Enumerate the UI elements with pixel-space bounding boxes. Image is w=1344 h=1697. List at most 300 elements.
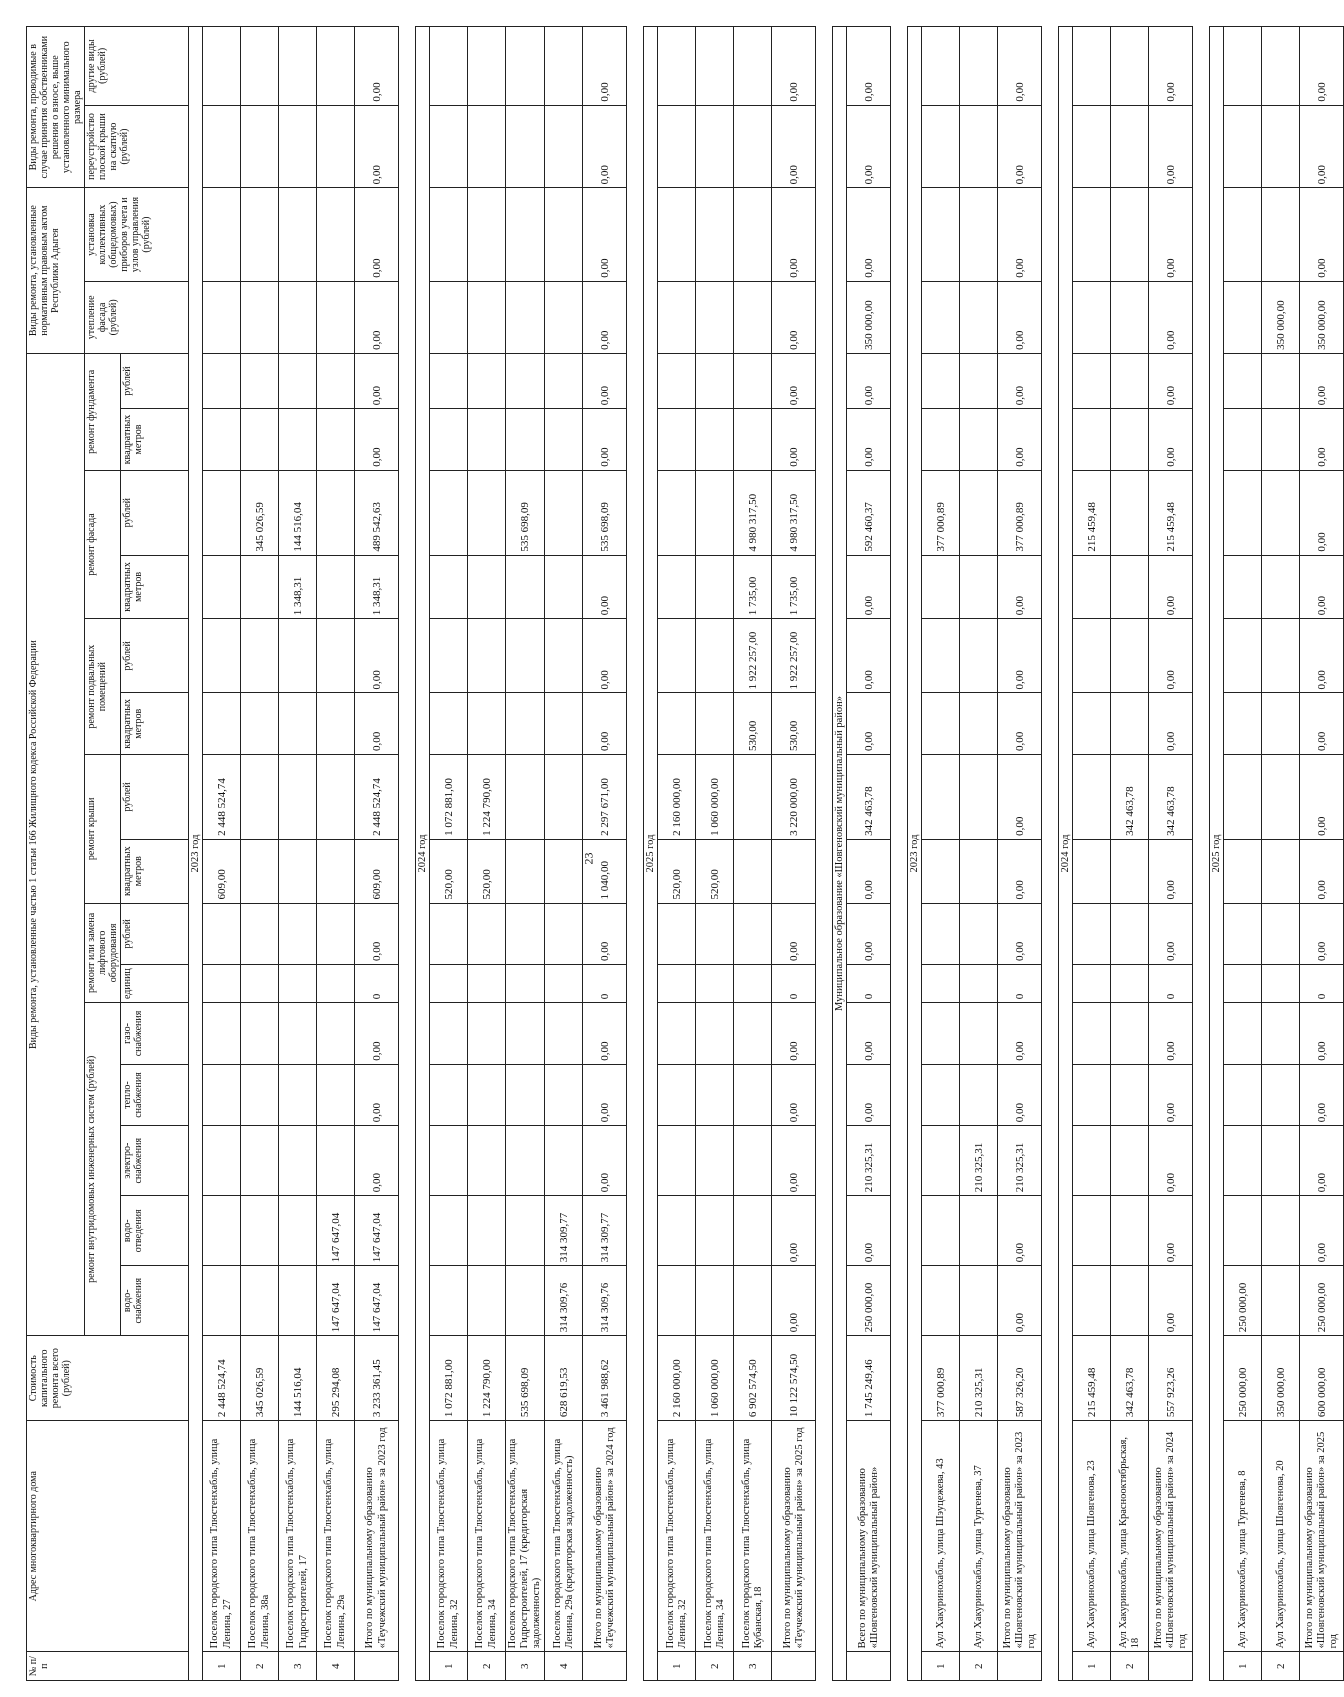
header-lift-rubles: рублей — [121, 903, 189, 965]
value-cell-insul — [922, 281, 960, 353]
value-cell-lift-u — [430, 965, 468, 1003]
value-cell-found-sqm: 0,00 — [998, 409, 1042, 471]
value-cell-drain: 0,00 — [772, 1196, 816, 1266]
value-cell-drain — [922, 1196, 960, 1266]
value-cell-electro — [468, 1126, 506, 1196]
value-cell-other — [1111, 27, 1149, 106]
value-cell-electro: 210 325,31 — [847, 1126, 891, 1196]
cost-cell: 3 461 988,62 — [583, 1336, 627, 1421]
value-cell-base-rub — [241, 619, 279, 693]
value-cell-meters: 0,00 — [998, 188, 1042, 281]
row-number-cell: 4 — [545, 1652, 583, 1681]
value-cell-gas — [279, 1003, 317, 1065]
value-cell-facade-rub — [658, 470, 696, 555]
value-cell-drain — [696, 1196, 734, 1266]
value-cell-other — [545, 27, 583, 106]
value-cell-base-rub — [545, 619, 583, 693]
value-cell-heat — [1073, 1064, 1111, 1126]
value-cell-facade-sqm — [696, 555, 734, 619]
cost-cell: 250 000,00 — [1224, 1336, 1262, 1421]
value-cell-base-sqm — [241, 693, 279, 755]
row-number-cell: 3 — [279, 1652, 317, 1681]
cost-cell: 2 448 524,74 — [203, 1336, 241, 1421]
value-cell-found-sqm — [658, 409, 696, 471]
header-cost: Стоимость капитального ремонта всего (рублей) — [27, 1336, 189, 1421]
value-cell-base-rub: 1 922 257,00 — [772, 619, 816, 693]
header-heat: тепло-снабжения — [121, 1064, 189, 1126]
section-row — [644, 27, 658, 1681]
value-cell-facade-rub: 144 516,04 — [279, 470, 317, 555]
header-drain: водо-отведения — [121, 1196, 189, 1266]
value-cell-electro — [1073, 1126, 1111, 1196]
value-cell-facade-sqm — [203, 555, 241, 619]
value-cell-facade-sqm — [1224, 555, 1262, 619]
header-water: водо-снабжения — [121, 1266, 189, 1336]
header-group-main: Виды ремонта, установленные частью 1 статьи 166 Жилищного кодекса Российской Федерации — [27, 353, 85, 1335]
value-cell-heat: 0,00 — [998, 1064, 1042, 1126]
value-cell-other — [960, 27, 998, 106]
value-cell-lift-u — [734, 965, 772, 1003]
header-facade-rubles: рублей — [121, 470, 189, 555]
value-cell-found-rub — [317, 353, 355, 408]
value-cell-found-rub — [734, 353, 772, 408]
value-cell-lift-rub — [696, 903, 734, 965]
row-number-cell: 1 — [1224, 1652, 1262, 1681]
value-cell-pitched — [1224, 105, 1262, 188]
value-cell-electro — [734, 1126, 772, 1196]
value-cell-lift-rub — [1224, 903, 1262, 965]
value-cell-gas — [658, 1003, 696, 1065]
value-cell-pitched — [430, 105, 468, 188]
value-cell-lift-rub — [506, 903, 545, 965]
value-cell-facade-sqm — [1262, 555, 1300, 619]
value-cell-facade-rub: 377 000,89 — [922, 470, 960, 555]
value-cell-found-sqm: 0,00 — [1149, 409, 1193, 471]
header-group-other: Виды ремонта, проводимые в случае принятия собственниками решения о взносе, выше установленного минимального размера — [27, 27, 85, 188]
value-cell-water — [658, 1266, 696, 1336]
value-cell-insul: 0,00 — [355, 281, 399, 353]
header-basement-sqm: квадратных метров — [121, 693, 189, 755]
value-cell-other: 0,00 — [772, 27, 816, 106]
value-cell-facade-rub — [696, 470, 734, 555]
value-cell-base-sqm: 0,00 — [1149, 693, 1193, 755]
value-cell-facade-sqm — [1073, 555, 1111, 619]
row-number-cell: 1 — [1073, 1652, 1111, 1681]
table-row — [734, 27, 772, 1681]
header-num: № п/п — [27, 1652, 189, 1681]
value-cell-insul — [1224, 281, 1262, 353]
value-cell-roof-sqm — [506, 839, 545, 903]
value-cell-pitched: 0,00 — [1300, 105, 1344, 188]
value-cell-roof-sqm — [317, 839, 355, 903]
cost-cell: 600 000,00 — [1300, 1336, 1344, 1421]
value-cell-pitched — [506, 105, 545, 188]
value-cell-meters — [506, 188, 545, 281]
value-cell-found-sqm — [545, 409, 583, 471]
value-cell-meters — [1073, 188, 1111, 281]
value-cell-roof-sqm — [545, 839, 583, 903]
total-row — [998, 27, 1042, 1681]
address-cell: Поселок городского типа Тлюстенхабль, улица Ленина, 34 — [696, 1421, 734, 1652]
value-cell-insul — [430, 281, 468, 353]
value-cell-lift-rub — [1073, 903, 1111, 965]
value-cell-meters — [1262, 188, 1300, 281]
value-cell-roof-sqm: 0,00 — [1149, 839, 1193, 903]
value-cell-found-rub: 0,00 — [847, 353, 891, 408]
cost-cell: 215 459,48 — [1073, 1336, 1111, 1421]
value-cell-other: 0,00 — [583, 27, 627, 106]
value-cell-water — [468, 1266, 506, 1336]
value-cell-base-sqm: 0,00 — [1300, 693, 1344, 755]
value-cell-base-rub — [279, 619, 317, 693]
value-cell-other — [658, 27, 696, 106]
value-cell-gas: 0,00 — [355, 1003, 399, 1065]
value-cell-lift-u — [1073, 965, 1111, 1003]
value-cell-insul: 350 000,00 — [1300, 281, 1344, 353]
value-cell-other — [922, 27, 960, 106]
cost-cell: 1 072 881,00 — [430, 1336, 468, 1421]
value-cell-gas: 0,00 — [1149, 1003, 1193, 1065]
value-cell-other — [1262, 27, 1300, 106]
section-row — [833, 27, 847, 1681]
value-cell-gas — [1073, 1003, 1111, 1065]
value-cell-meters — [658, 188, 696, 281]
value-cell-found-sqm: 0,00 — [1300, 409, 1344, 471]
value-cell-pitched — [922, 105, 960, 188]
value-cell-base-sqm — [960, 693, 998, 755]
value-cell-roof-rub — [922, 755, 960, 840]
value-cell-lift-rub — [317, 903, 355, 965]
row-number-cell: 1 — [430, 1652, 468, 1681]
value-cell-water — [960, 1266, 998, 1336]
value-cell-insul: 0,00 — [583, 281, 627, 353]
row-number-cell: 2 — [468, 1652, 506, 1681]
address-cell: Поселок городского типа Тлюстенхабль, улица Ленина, 34 — [468, 1421, 506, 1652]
header-foundation: ремонт фундамента — [85, 353, 121, 470]
value-cell-base-rub — [317, 619, 355, 693]
value-cell-roof-rub — [317, 755, 355, 840]
value-cell-pitched — [960, 105, 998, 188]
row-number-cell: 1 — [203, 1652, 241, 1681]
value-cell-lift-u: 0 — [998, 965, 1042, 1003]
value-cell-base-rub — [696, 619, 734, 693]
value-cell-water — [1073, 1266, 1111, 1336]
value-cell-base-sqm — [1224, 693, 1262, 755]
address-cell: Поселок городского типа Тлюстенхабль, улица Кубанская, 18 — [734, 1421, 772, 1652]
header-lift: ремонт или замена лифтового оборудования — [85, 903, 121, 1003]
value-cell-drain: 147 647,04 — [355, 1196, 399, 1266]
value-cell-facade-rub: 345 026,59 — [241, 470, 279, 555]
address-cell: Поселок городского типа Тлюстенхабль, улица Ленина, 32 — [430, 1421, 468, 1652]
value-cell-facade-sqm: 0,00 — [1300, 555, 1344, 619]
address-cell: Итого по муниципальному образованию «Теучежский муниципальный район» за 2024 год — [583, 1421, 627, 1652]
value-cell-facade-sqm: 1 348,31 — [279, 555, 317, 619]
value-cell-gas — [506, 1003, 545, 1065]
value-cell-heat — [960, 1064, 998, 1126]
value-cell-found-rub: 0,00 — [998, 353, 1042, 408]
section-title: Муниципальное образование «Шовгеновский муниципальный район» — [833, 27, 847, 1681]
value-cell-lift-rub — [1111, 903, 1149, 965]
header-basement: ремонт подвальных помещений — [85, 619, 121, 755]
section-title: 2025 год — [1210, 27, 1224, 1681]
value-cell-electro — [922, 1126, 960, 1196]
value-cell-water — [203, 1266, 241, 1336]
value-cell-electro: 210 325,31 — [998, 1126, 1042, 1196]
table-header — [27, 27, 189, 1681]
value-cell-base-rub — [922, 619, 960, 693]
value-cell-roof-sqm: 0,00 — [1300, 839, 1344, 903]
value-cell-gas: 0,00 — [772, 1003, 816, 1065]
value-cell-found-sqm — [734, 409, 772, 471]
value-cell-water — [430, 1266, 468, 1336]
address-cell: Аул Хакуринохабль, улица Тургенева, 8 — [1224, 1421, 1262, 1652]
cost-cell: 350 000,00 — [1262, 1336, 1300, 1421]
value-cell-facade-rub: 489 542,63 — [355, 470, 399, 555]
value-cell-lift-u — [1111, 965, 1149, 1003]
row-number-cell: 1 — [922, 1652, 960, 1681]
table-row — [203, 27, 241, 1681]
value-cell-pitched — [734, 105, 772, 188]
value-cell-base-rub — [658, 619, 696, 693]
value-cell-gas: 0,00 — [847, 1003, 891, 1065]
value-cell-facade-rub: 4 980 317,50 — [734, 470, 772, 555]
value-cell-water: 147 647,04 — [317, 1266, 355, 1336]
value-cell-insul: 0,00 — [998, 281, 1042, 353]
value-cell-lift-rub: 0,00 — [355, 903, 399, 965]
value-cell-drain — [279, 1196, 317, 1266]
value-cell-roof-sqm: 0,00 — [998, 839, 1042, 903]
value-cell-facade-sqm — [430, 555, 468, 619]
address-cell: Всего по муниципальному образованию «Шовгеновский муниципальный район» — [847, 1421, 891, 1652]
value-cell-heat — [922, 1064, 960, 1126]
value-cell-electro — [279, 1126, 317, 1196]
cost-cell: 628 619,53 — [545, 1336, 583, 1421]
table-row — [1111, 27, 1149, 1681]
address-cell: Аул Хакуринохабль, улица Тургенева, 37 — [960, 1421, 998, 1652]
value-cell-facade-sqm — [506, 555, 545, 619]
value-cell-roof-rub: 1 060 000,00 — [696, 755, 734, 840]
page-number: 23 — [581, 852, 596, 865]
value-cell-base-sqm — [1073, 693, 1111, 755]
value-cell-roof-sqm — [772, 839, 816, 903]
value-cell-insul — [203, 281, 241, 353]
value-cell-pitched — [468, 105, 506, 188]
value-cell-lift-rub — [430, 903, 468, 965]
value-cell-base-sqm — [1262, 693, 1300, 755]
value-cell-roof-rub — [1224, 755, 1262, 840]
value-cell-pitched — [1073, 105, 1111, 188]
value-cell-drain — [430, 1196, 468, 1266]
row-number-cell: 2 — [1262, 1652, 1300, 1681]
cost-cell: 377 000,89 — [922, 1336, 960, 1421]
value-cell-lift-rub — [658, 903, 696, 965]
value-cell-lift-u — [696, 965, 734, 1003]
value-cell-found-rub: 0,00 — [355, 353, 399, 408]
header-facade: ремонт фасада — [85, 470, 121, 619]
section-row — [1210, 27, 1224, 1681]
value-cell-roof-rub: 0,00 — [1300, 755, 1344, 840]
value-cell-lift-u: 0 — [1149, 965, 1193, 1003]
section-title: 2025 год — [644, 27, 658, 1681]
value-cell-facade-rub — [317, 470, 355, 555]
value-cell-found-rub: 0,00 — [1149, 353, 1193, 408]
value-cell-heat: 0,00 — [355, 1064, 399, 1126]
value-cell-found-sqm — [1073, 409, 1111, 471]
value-cell-roof-sqm — [279, 839, 317, 903]
value-cell-roof-sqm: 520,00 — [696, 839, 734, 903]
spacer-row — [1193, 27, 1210, 1681]
value-cell-lift-u — [545, 965, 583, 1003]
value-cell-gas — [1262, 1003, 1300, 1065]
total-row — [847, 27, 891, 1681]
value-cell-electro — [1111, 1126, 1149, 1196]
value-cell-other — [241, 27, 279, 106]
value-cell-pitched: 0,00 — [847, 105, 891, 188]
value-cell-found-sqm — [1224, 409, 1262, 471]
value-cell-insul — [468, 281, 506, 353]
address-cell: Итого по муниципальному образованию «Теучежский муниципальный район» за 2023 год — [355, 1421, 399, 1652]
value-cell-found-sqm — [696, 409, 734, 471]
value-cell-water: 314 309,76 — [545, 1266, 583, 1336]
value-cell-base-sqm: 530,00 — [734, 693, 772, 755]
value-cell-base-rub — [203, 619, 241, 693]
value-cell-roof-sqm — [960, 839, 998, 903]
value-cell-heat: 0,00 — [847, 1064, 891, 1126]
value-cell-facade-rub — [203, 470, 241, 555]
value-cell-heat — [1262, 1064, 1300, 1126]
value-cell-drain — [734, 1196, 772, 1266]
value-cell-electro: 0,00 — [772, 1126, 816, 1196]
value-cell-lift-u — [203, 965, 241, 1003]
spacer-row — [399, 27, 416, 1681]
total-row — [355, 27, 399, 1681]
table-row — [468, 27, 506, 1681]
value-cell-pitched — [1262, 105, 1300, 188]
row-number-cell: 1 — [658, 1652, 696, 1681]
repair-plan-table — [26, 26, 1344, 1681]
value-cell-roof-rub — [545, 755, 583, 840]
cost-cell: 1 060 000,00 — [696, 1336, 734, 1421]
value-cell-lift-u: 0 — [355, 965, 399, 1003]
value-cell-base-sqm: 0,00 — [847, 693, 891, 755]
value-cell-pitched — [1111, 105, 1149, 188]
value-cell-found-rub — [922, 353, 960, 408]
row-number-cell — [583, 1652, 627, 1681]
value-cell-other — [317, 27, 355, 106]
spacer-cell — [1042, 27, 1059, 1681]
value-cell-electro — [658, 1126, 696, 1196]
value-cell-facade-rub: 592 460,37 — [847, 470, 891, 555]
value-cell-lift-rub — [203, 903, 241, 965]
value-cell-facade-rub — [1111, 470, 1149, 555]
value-cell-facade-rub: 535 698,09 — [506, 470, 545, 555]
value-cell-found-sqm — [922, 409, 960, 471]
value-cell-electro: 0,00 — [583, 1126, 627, 1196]
value-cell-insul — [658, 281, 696, 353]
address-cell: Аул Хакуринохабль, улица Шовгенова, 23 — [1073, 1421, 1111, 1652]
total-row — [583, 27, 627, 1681]
value-cell-found-rub — [1073, 353, 1111, 408]
value-cell-insul: 0,00 — [772, 281, 816, 353]
value-cell-heat — [1224, 1064, 1262, 1126]
value-cell-lift-rub — [1262, 903, 1300, 965]
value-cell-meters — [241, 188, 279, 281]
value-cell-other — [279, 27, 317, 106]
value-cell-electro — [696, 1126, 734, 1196]
value-cell-gas — [960, 1003, 998, 1065]
address-cell: Поселок городского типа Тлюстенхабль, улица Гидростроителей, 17 — [279, 1421, 317, 1652]
value-cell-lift-rub — [468, 903, 506, 965]
value-cell-insul: 0,00 — [1149, 281, 1193, 353]
value-cell-electro: 0,00 — [355, 1126, 399, 1196]
table-row — [1224, 27, 1262, 1681]
value-cell-facade-rub — [430, 470, 468, 555]
header-roof-rubles: рублей — [121, 755, 189, 840]
value-cell-lift-rub: 0,00 — [583, 903, 627, 965]
value-cell-facade-sqm — [545, 555, 583, 619]
value-cell-meters — [922, 188, 960, 281]
value-cell-roof-rub: 342 463,78 — [1149, 755, 1193, 840]
value-cell-water: 147 647,04 — [355, 1266, 399, 1336]
value-cell-heat: 0,00 — [583, 1064, 627, 1126]
section-title: 2023 год — [189, 27, 203, 1681]
value-cell-electro — [1224, 1126, 1262, 1196]
value-cell-lift-u — [1262, 965, 1300, 1003]
cost-cell: 1 745 249,46 — [847, 1336, 891, 1421]
value-cell-water: 0,00 — [772, 1266, 816, 1336]
value-cell-water: 0,00 — [1149, 1266, 1193, 1336]
value-cell-base-sqm: 0,00 — [355, 693, 399, 755]
spacer-cell — [891, 27, 908, 1681]
value-cell-meters — [317, 188, 355, 281]
value-cell-meters — [696, 188, 734, 281]
header-meters: установка коллективных (общедомовых) приборов учета и узлов управления (рублей) — [85, 188, 189, 281]
value-cell-facade-sqm: 1 735,00 — [772, 555, 816, 619]
value-cell-base-rub — [1073, 619, 1111, 693]
table-row — [1073, 27, 1111, 1681]
value-cell-heat — [696, 1064, 734, 1126]
value-cell-heat: 0,00 — [1300, 1064, 1344, 1126]
value-cell-gas — [203, 1003, 241, 1065]
value-cell-gas — [241, 1003, 279, 1065]
value-cell-base-sqm — [317, 693, 355, 755]
value-cell-heat — [506, 1064, 545, 1126]
spacer-row — [1042, 27, 1059, 1681]
value-cell-lift-u — [317, 965, 355, 1003]
value-cell-facade-rub — [468, 470, 506, 555]
cost-cell: 345 026,59 — [241, 1336, 279, 1421]
section-row — [189, 27, 203, 1681]
value-cell-gas — [430, 1003, 468, 1065]
section-row — [1059, 27, 1073, 1681]
value-cell-pitched: 0,00 — [583, 105, 627, 188]
value-cell-other — [468, 27, 506, 106]
value-cell-found-rub — [696, 353, 734, 408]
value-cell-heat — [279, 1064, 317, 1126]
address-cell: Итого по муниципальному образованию «Теучежский муниципальный район» за 2025 год — [772, 1421, 816, 1652]
value-cell-lift-rub — [545, 903, 583, 965]
value-cell-meters: 0,00 — [583, 188, 627, 281]
spacer-cell — [816, 27, 833, 1681]
value-cell-insul — [545, 281, 583, 353]
value-cell-lift-u — [1224, 965, 1262, 1003]
value-cell-heat — [203, 1064, 241, 1126]
value-cell-electro — [317, 1126, 355, 1196]
value-cell-found-sqm — [203, 409, 241, 471]
address-cell: Аул Хакуринохабль, улица Шовгенова, 20 — [1262, 1421, 1300, 1652]
row-number-cell — [847, 1652, 891, 1681]
value-cell-insul — [1073, 281, 1111, 353]
